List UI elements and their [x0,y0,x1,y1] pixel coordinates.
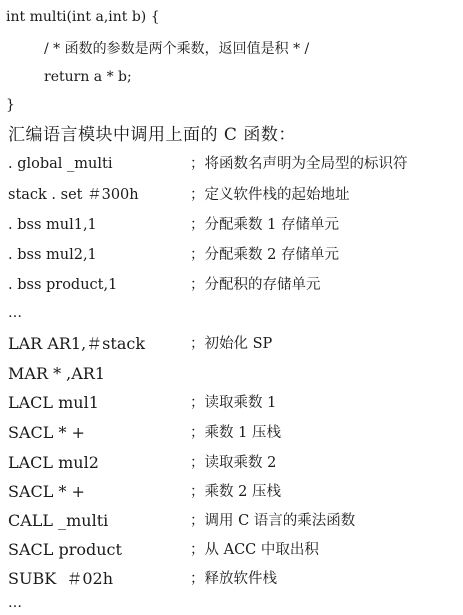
asm-comment: ；释放软件栈 [190,571,277,587]
asm-code-line: stack . set ＃300h [8,187,139,203]
asm-code-line: SACL product [8,540,122,559]
asm-code-line: . global _multi [8,156,113,172]
c-function-close-brace: } [6,97,15,113]
asm-comment: ；乘数 1 压栈 [190,425,281,441]
asm-code-line: CALL _multi [8,511,109,530]
asm-comment: ；分配积的存储单元 [190,277,321,293]
asm-code-line: SACL * + [8,482,85,501]
c-function-signature: int multi(int a,int b) { [6,9,160,25]
asm-comment: ；从 ACC 中取出积 [190,542,319,558]
asm-comment: ；定义软件栈的起始地址 [190,187,350,203]
c-function-comment: / * 函数的参数是两个乘数，返回值是积 * / [44,41,310,57]
asm-code-line: LACL mul2 [8,453,99,472]
asm-comment: ；初始化 SP [190,336,273,352]
asm-comment: ；分配乘数 2 存储单元 [190,247,339,263]
section-heading: 汇编语言模块中调用上面的 C 函数： [8,125,296,145]
asm-ellipsis: … [8,305,23,321]
asm-code-line: . bss product,1 [8,277,118,293]
c-function-return: return a * b; [44,69,132,85]
asm-code-line: . bss mul1,1 [8,217,97,233]
asm-comment: ；调用 C 语言的乘法函数 [190,513,356,529]
asm-comment: ；读取乘数 2 [190,455,277,471]
asm-code-line: SUBK ＃02h [8,569,113,588]
asm-code-line: LAR AR1,＃stack [8,334,146,353]
asm-comment: ；分配乘数 1 存储单元 [190,217,339,233]
asm-comment: ；将函数名声明为全局型的标识符 [190,156,408,172]
asm-comment: ；乘数 2 压栈 [190,484,281,500]
asm-ellipsis: … [8,595,23,611]
asm-code-line: SACL * + [8,423,85,442]
asm-comment: ；读取乘数 1 [190,395,277,411]
asm-code-line: . bss mul2,1 [8,247,97,263]
asm-code-line: MAR * ,AR1 [8,364,106,383]
asm-code-line: LACL mul1 [8,393,99,412]
